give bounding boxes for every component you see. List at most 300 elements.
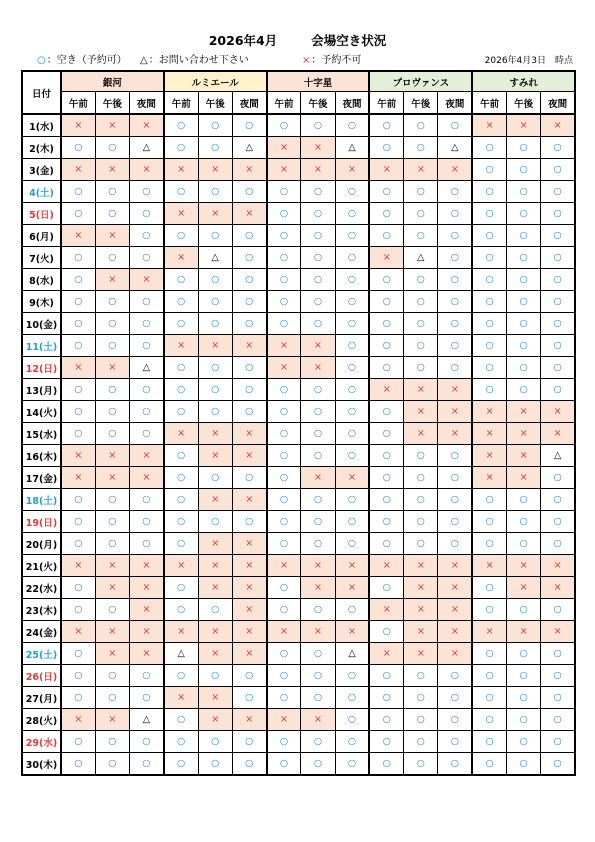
- date-cell: 11(土): [22, 335, 61, 357]
- status-vacant: ○: [472, 577, 506, 599]
- status-vacant: ○: [61, 203, 95, 225]
- status-vacant: ○: [198, 753, 232, 776]
- status-vacant: ○: [438, 533, 472, 555]
- status-vacant: ○: [232, 181, 266, 203]
- status-vacant: ○: [95, 313, 129, 335]
- status-unavailable: ×: [130, 269, 164, 291]
- date-cell: 8(水): [22, 269, 61, 291]
- status-vacant: ○: [541, 533, 575, 555]
- status-unavailable: ×: [198, 643, 232, 665]
- status-vacant: ○: [130, 203, 164, 225]
- status-vacant: ○: [541, 269, 575, 291]
- status-vacant: ○: [335, 511, 369, 533]
- status-vacant: ○: [95, 335, 129, 357]
- status-vacant: ○: [301, 203, 335, 225]
- status-unavailable: ×: [164, 555, 198, 577]
- slot-header: 午後: [301, 92, 335, 115]
- status-vacant: ○: [369, 621, 403, 643]
- status-unavailable: ×: [335, 159, 369, 181]
- status-vacant: ○: [61, 489, 95, 511]
- date-cell: 26(日): [22, 665, 61, 687]
- status-inquire: △: [130, 709, 164, 731]
- date-cell: 3(金): [22, 159, 61, 181]
- status-vacant: ○: [61, 423, 95, 445]
- status-vacant: ○: [472, 643, 506, 665]
- status-vacant: ○: [61, 643, 95, 665]
- table-row: [22, 335, 575, 357]
- status-vacant: ○: [198, 357, 232, 379]
- status-vacant: ○: [335, 687, 369, 709]
- status-vacant: ○: [164, 313, 198, 335]
- table-row: [22, 577, 575, 599]
- status-vacant: ○: [267, 665, 301, 687]
- status-vacant: ○: [507, 753, 541, 776]
- status-vacant: ○: [438, 665, 472, 687]
- status-vacant: ○: [301, 401, 335, 423]
- status-vacant: ○: [95, 533, 129, 555]
- table-row: [22, 401, 575, 423]
- status-vacant: ○: [232, 753, 266, 776]
- status-vacant: ○: [507, 247, 541, 269]
- status-vacant: ○: [301, 247, 335, 269]
- status-vacant: ○: [232, 665, 266, 687]
- status-vacant: ○: [130, 753, 164, 776]
- status-vacant: ○: [164, 357, 198, 379]
- status-unavailable: ×: [198, 489, 232, 511]
- status-unavailable: ×: [61, 621, 95, 643]
- status-vacant: ○: [369, 313, 403, 335]
- status-vacant: ○: [130, 379, 164, 401]
- status-vacant: ○: [232, 357, 266, 379]
- status-vacant: ○: [507, 599, 541, 621]
- status-vacant: ○: [232, 467, 266, 489]
- status-unavailable: ×: [164, 335, 198, 357]
- status-vacant: ○: [335, 731, 369, 753]
- status-vacant: ○: [507, 203, 541, 225]
- status-vacant: ○: [61, 731, 95, 753]
- status-vacant: ○: [198, 291, 232, 313]
- status-vacant: ○: [404, 335, 438, 357]
- status-vacant: ○: [164, 665, 198, 687]
- status-unavailable: ×: [507, 621, 541, 643]
- status-vacant: ○: [267, 533, 301, 555]
- status-unavailable: ×: [95, 357, 129, 379]
- status-unavailable: ×: [335, 577, 369, 599]
- status-vacant: ○: [541, 357, 575, 379]
- status-vacant: ○: [301, 313, 335, 335]
- status-unavailable: ×: [198, 533, 232, 555]
- status-unavailable: ×: [404, 555, 438, 577]
- status-vacant: ○: [267, 313, 301, 335]
- date-cell: 6(月): [22, 225, 61, 247]
- status-unavailable: ×: [232, 423, 266, 445]
- status-unavailable: ×: [198, 577, 232, 599]
- status-vacant: ○: [541, 731, 575, 753]
- status-unavailable: ×: [404, 159, 438, 181]
- date-cell: 14(火): [22, 401, 61, 423]
- slot-header: 夜間: [232, 92, 266, 115]
- status-unavailable: ×: [301, 335, 335, 357]
- status-vacant: ○: [369, 533, 403, 555]
- status-vacant: ○: [335, 533, 369, 555]
- status-vacant: ○: [335, 489, 369, 511]
- status-vacant: ○: [232, 313, 266, 335]
- status-vacant: ○: [335, 225, 369, 247]
- status-unavailable: ×: [61, 159, 95, 181]
- status-vacant: ○: [61, 335, 95, 357]
- status-vacant: ○: [95, 379, 129, 401]
- status-vacant: ○: [472, 291, 506, 313]
- status-vacant: ○: [541, 467, 575, 489]
- status-unavailable: ×: [95, 114, 129, 137]
- status-vacant: ○: [164, 467, 198, 489]
- status-unavailable: ×: [267, 357, 301, 379]
- status-vacant: ○: [472, 137, 506, 159]
- status-vacant: ○: [507, 709, 541, 731]
- venue-header-sumire: すみれ: [472, 71, 575, 92]
- status-unavailable: ×: [541, 114, 575, 137]
- status-vacant: ○: [369, 269, 403, 291]
- status-vacant: ○: [472, 379, 506, 401]
- status-vacant: ○: [335, 753, 369, 776]
- status-vacant: ○: [164, 533, 198, 555]
- status-vacant: ○: [472, 357, 506, 379]
- date-cell: 30(木): [22, 753, 61, 776]
- status-unavailable: ×: [232, 555, 266, 577]
- date-cell: 23(木): [22, 599, 61, 621]
- circle-icon: ○: [37, 55, 46, 66]
- status-vacant: ○: [472, 159, 506, 181]
- status-unavailable: ×: [438, 577, 472, 599]
- status-unavailable: ×: [232, 533, 266, 555]
- status-vacant: ○: [198, 181, 232, 203]
- status-unavailable: ×: [198, 709, 232, 731]
- status-vacant: ○: [404, 665, 438, 687]
- status-vacant: ○: [267, 753, 301, 776]
- status-vacant: ○: [507, 379, 541, 401]
- status-vacant: ○: [404, 203, 438, 225]
- status-vacant: ○: [438, 313, 472, 335]
- status-vacant: ○: [472, 335, 506, 357]
- status-vacant: ○: [301, 511, 335, 533]
- status-vacant: ○: [267, 423, 301, 445]
- status-vacant: ○: [198, 401, 232, 423]
- status-vacant: ○: [404, 137, 438, 159]
- status-vacant: ○: [301, 225, 335, 247]
- status-vacant: ○: [267, 643, 301, 665]
- status-unavailable: ×: [95, 467, 129, 489]
- status-unavailable: ×: [369, 379, 403, 401]
- status-vacant: ○: [301, 379, 335, 401]
- status-vacant: ○: [164, 753, 198, 776]
- status-unavailable: ×: [507, 114, 541, 137]
- status-vacant: ○: [507, 511, 541, 533]
- date-cell: 27(月): [22, 687, 61, 709]
- status-vacant: ○: [61, 137, 95, 159]
- status-vacant: ○: [198, 313, 232, 335]
- venue-header-juujisei: 十字星: [267, 71, 370, 92]
- status-vacant: ○: [164, 269, 198, 291]
- status-vacant: ○: [301, 753, 335, 776]
- table-row: [22, 159, 575, 181]
- status-vacant: ○: [438, 247, 472, 269]
- status-vacant: ○: [404, 533, 438, 555]
- table-row: [22, 511, 575, 533]
- status-vacant: ○: [61, 181, 95, 203]
- date-cell: 15(水): [22, 423, 61, 445]
- status-vacant: ○: [369, 489, 403, 511]
- status-vacant: ○: [404, 225, 438, 247]
- date-cell: 21(火): [22, 555, 61, 577]
- table-row: [22, 621, 575, 643]
- status-vacant: ○: [507, 159, 541, 181]
- status-vacant: ○: [541, 599, 575, 621]
- status-vacant: ○: [198, 114, 232, 137]
- status-vacant: ○: [95, 423, 129, 445]
- status-vacant: ○: [164, 181, 198, 203]
- status-vacant: ○: [369, 731, 403, 753]
- status-vacant: ○: [404, 731, 438, 753]
- table-row: [22, 533, 575, 555]
- status-vacant: ○: [61, 753, 95, 776]
- date-header: 日付: [22, 71, 61, 114]
- status-vacant: ○: [472, 731, 506, 753]
- status-vacant: ○: [472, 181, 506, 203]
- date-cell: 28(火): [22, 709, 61, 731]
- status-vacant: ○: [267, 489, 301, 511]
- status-unavailable: ×: [541, 423, 575, 445]
- title-month: 2026年4月: [208, 33, 278, 48]
- status-vacant: ○: [507, 335, 541, 357]
- status-vacant: ○: [404, 687, 438, 709]
- status-vacant: ○: [541, 137, 575, 159]
- status-unavailable: ×: [507, 445, 541, 467]
- status-vacant: ○: [61, 401, 95, 423]
- status-vacant: ○: [232, 511, 266, 533]
- status-vacant: ○: [61, 511, 95, 533]
- status-unavailable: ×: [438, 643, 472, 665]
- status-vacant: ○: [130, 511, 164, 533]
- legend-vacant: ○：空き（予約可）: [37, 55, 127, 66]
- status-unavailable: ×: [198, 621, 232, 643]
- status-vacant: ○: [541, 753, 575, 776]
- status-vacant: ○: [438, 269, 472, 291]
- status-unavailable: ×: [404, 621, 438, 643]
- status-unavailable: ×: [130, 114, 164, 137]
- slot-header: 夜間: [130, 92, 164, 115]
- status-unavailable: ×: [369, 247, 403, 269]
- status-vacant: ○: [267, 467, 301, 489]
- status-vacant: ○: [130, 181, 164, 203]
- status-vacant: ○: [335, 247, 369, 269]
- status-vacant: ○: [232, 247, 266, 269]
- table-row: [22, 753, 575, 776]
- status-unavailable: ×: [301, 577, 335, 599]
- status-vacant: ○: [438, 181, 472, 203]
- status-vacant: ○: [130, 247, 164, 269]
- status-inquire: △: [164, 643, 198, 665]
- status-vacant: ○: [95, 489, 129, 511]
- status-vacant: ○: [541, 181, 575, 203]
- status-vacant: ○: [335, 709, 369, 731]
- status-vacant: ○: [267, 511, 301, 533]
- status-vacant: ○: [438, 203, 472, 225]
- status-unavailable: ×: [130, 467, 164, 489]
- status-vacant: ○: [335, 665, 369, 687]
- status-unavailable: ×: [472, 401, 506, 423]
- date-cell: 2(木): [22, 137, 61, 159]
- status-vacant: ○: [164, 114, 198, 137]
- table-row: [22, 114, 575, 137]
- date-cell: 10(金): [22, 313, 61, 335]
- status-unavailable: ×: [232, 621, 266, 643]
- status-vacant: ○: [472, 511, 506, 533]
- status-vacant: ○: [438, 467, 472, 489]
- status-vacant: ○: [369, 687, 403, 709]
- status-unavailable: ×: [301, 555, 335, 577]
- status-vacant: ○: [369, 753, 403, 776]
- status-vacant: ○: [95, 203, 129, 225]
- slot-header: 午前: [267, 92, 301, 115]
- status-vacant: ○: [130, 489, 164, 511]
- status-unavailable: ×: [61, 555, 95, 577]
- status-unavailable: ×: [404, 379, 438, 401]
- status-vacant: ○: [369, 203, 403, 225]
- status-vacant: ○: [472, 247, 506, 269]
- status-vacant: ○: [130, 313, 164, 335]
- status-vacant: ○: [164, 577, 198, 599]
- table-row: [22, 665, 575, 687]
- status-unavailable: ×: [164, 687, 198, 709]
- status-unavailable: ×: [472, 114, 506, 137]
- table-row: [22, 181, 575, 203]
- table-row: [22, 687, 575, 709]
- status-vacant: ○: [438, 731, 472, 753]
- date-cell: 19(日): [22, 511, 61, 533]
- status-vacant: ○: [164, 489, 198, 511]
- status-vacant: ○: [541, 665, 575, 687]
- status-unavailable: ×: [61, 467, 95, 489]
- status-vacant: ○: [267, 247, 301, 269]
- status-unavailable: ×: [472, 423, 506, 445]
- status-vacant: ○: [472, 313, 506, 335]
- date-cell: 9(木): [22, 291, 61, 313]
- status-unavailable: ×: [232, 643, 266, 665]
- status-vacant: ○: [301, 533, 335, 555]
- table-row: [22, 269, 575, 291]
- status-vacant: ○: [404, 709, 438, 731]
- status-vacant: ○: [472, 225, 506, 247]
- status-vacant: ○: [267, 291, 301, 313]
- status-unavailable: ×: [130, 555, 164, 577]
- table-row: [22, 599, 575, 621]
- status-vacant: ○: [404, 445, 438, 467]
- status-unavailable: ×: [95, 643, 129, 665]
- status-unavailable: ×: [507, 401, 541, 423]
- status-vacant: ○: [369, 511, 403, 533]
- status-unavailable: ×: [438, 423, 472, 445]
- status-vacant: ○: [232, 291, 266, 313]
- date-cell: 29(水): [22, 731, 61, 753]
- status-unavailable: ×: [507, 467, 541, 489]
- status-vacant: ○: [61, 379, 95, 401]
- status-vacant: ○: [61, 665, 95, 687]
- status-unavailable: ×: [335, 467, 369, 489]
- venue-header-lumiere: ルミエール: [164, 71, 267, 92]
- status-unavailable: ×: [541, 577, 575, 599]
- status-unavailable: ×: [95, 445, 129, 467]
- status-vacant: ○: [164, 511, 198, 533]
- status-vacant: ○: [369, 357, 403, 379]
- status-vacant: ○: [472, 489, 506, 511]
- table-row: [22, 225, 575, 247]
- status-vacant: ○: [164, 137, 198, 159]
- status-unavailable: ×: [507, 577, 541, 599]
- slot-header: 午前: [369, 92, 403, 115]
- status-vacant: ○: [438, 114, 472, 137]
- table-row: [22, 555, 575, 577]
- status-unavailable: ×: [438, 555, 472, 577]
- status-vacant: ○: [232, 379, 266, 401]
- status-unavailable: ×: [301, 159, 335, 181]
- status-vacant: ○: [301, 291, 335, 313]
- status-vacant: ○: [301, 599, 335, 621]
- status-inquire: △: [335, 643, 369, 665]
- status-vacant: ○: [507, 291, 541, 313]
- status-vacant: ○: [164, 709, 198, 731]
- status-unavailable: ×: [369, 643, 403, 665]
- status-vacant: ○: [232, 269, 266, 291]
- status-unavailable: ×: [232, 335, 266, 357]
- status-unavailable: ×: [472, 621, 506, 643]
- status-vacant: ○: [61, 599, 95, 621]
- status-vacant: ○: [164, 291, 198, 313]
- status-vacant: ○: [335, 335, 369, 357]
- status-vacant: ○: [369, 181, 403, 203]
- status-vacant: ○: [472, 533, 506, 555]
- status-vacant: ○: [335, 313, 369, 335]
- status-unavailable: ×: [404, 643, 438, 665]
- status-vacant: ○: [507, 643, 541, 665]
- status-vacant: ○: [438, 335, 472, 357]
- status-unavailable: ×: [130, 577, 164, 599]
- slot-header: 午後: [95, 92, 129, 115]
- slot-header: 午後: [404, 92, 438, 115]
- status-vacant: ○: [95, 137, 129, 159]
- status-vacant: ○: [335, 401, 369, 423]
- status-unavailable: ×: [232, 159, 266, 181]
- table-row: [22, 445, 575, 467]
- status-unavailable: ×: [61, 225, 95, 247]
- cross-icon: ×: [302, 55, 311, 66]
- date-cell: 22(水): [22, 577, 61, 599]
- status-unavailable: ×: [404, 401, 438, 423]
- table-row: [22, 423, 575, 445]
- table-row: [22, 203, 575, 225]
- status-vacant: ○: [301, 665, 335, 687]
- status-unavailable: ×: [472, 555, 506, 577]
- status-unavailable: ×: [267, 621, 301, 643]
- status-vacant: ○: [507, 533, 541, 555]
- status-vacant: ○: [507, 137, 541, 159]
- status-unavailable: ×: [301, 137, 335, 159]
- status-unavailable: ×: [438, 621, 472, 643]
- date-cell: 13(月): [22, 379, 61, 401]
- status-unavailable: ×: [164, 159, 198, 181]
- status-unavailable: ×: [335, 555, 369, 577]
- status-unavailable: ×: [95, 709, 129, 731]
- status-vacant: ○: [267, 445, 301, 467]
